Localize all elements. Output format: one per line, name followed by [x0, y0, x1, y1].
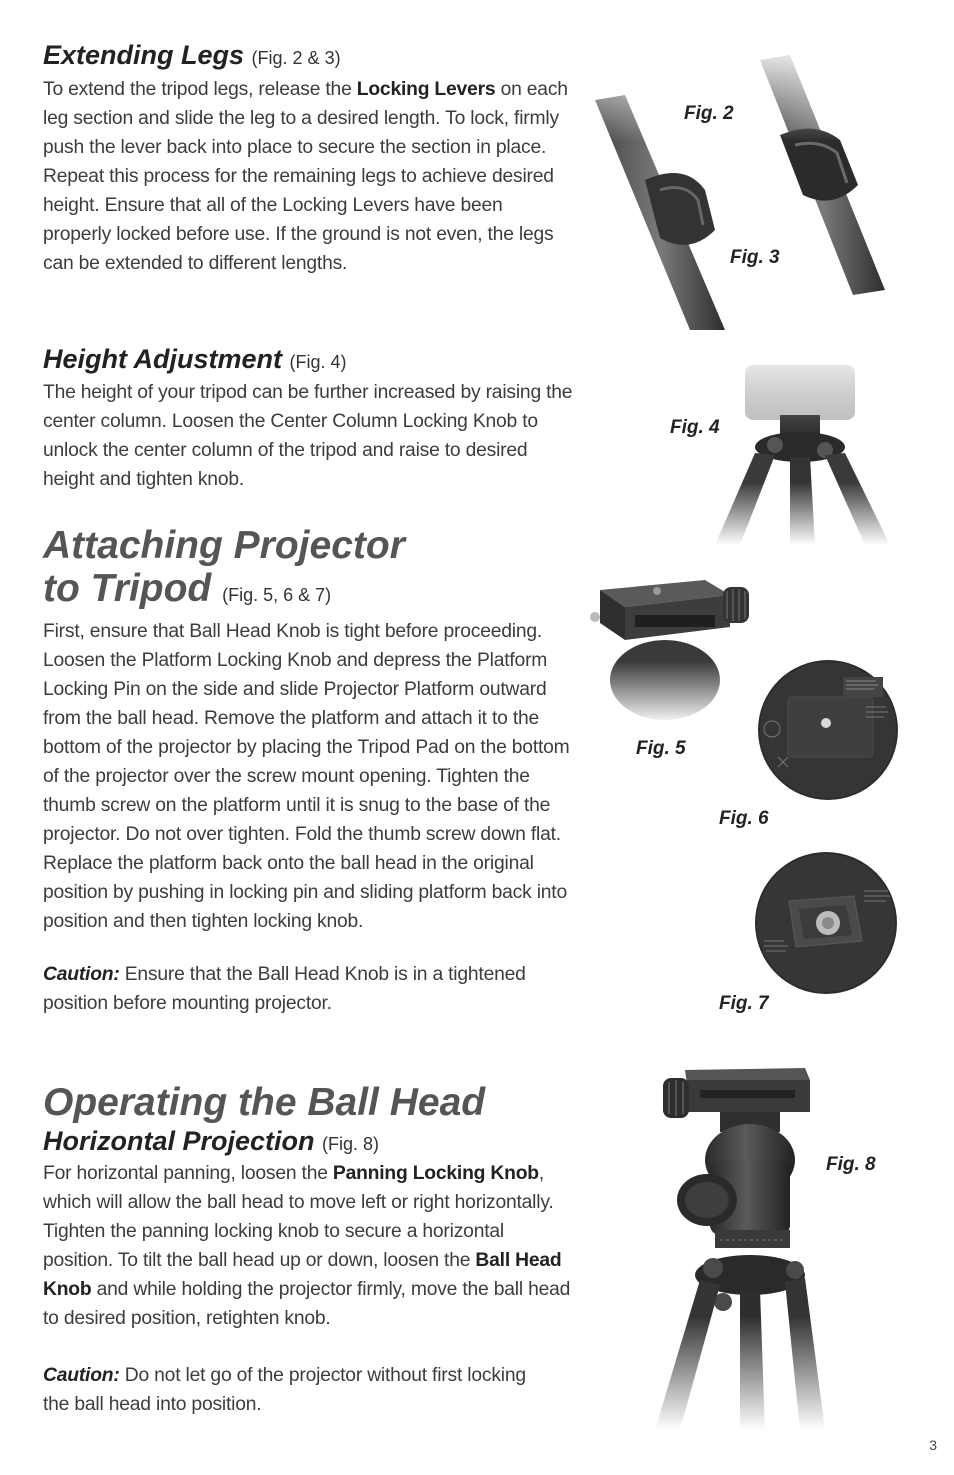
section-body — [43, 75, 573, 278]
title-line-1: Attaching Projector — [43, 524, 405, 567]
section-body — [43, 1159, 578, 1333]
fig-8-label: Fig. 8 — [826, 1154, 876, 1175]
caution-note — [43, 1361, 543, 1419]
section-subheading — [43, 1126, 578, 1159]
fig-2-3-leg-levers-photo — [585, 40, 915, 330]
fig-6-label: Fig. 6 — [719, 808, 769, 829]
fig-5-platform-photo — [585, 565, 765, 725]
section-body: The height of your tripod can be further increased by raising the center column. Loosen the Center Column Locking Knob to unlock the center column of the tripod and raise to desired height and tighten knob. — [43, 382, 573, 490]
body-bold-term: Ball Head Knob — [43, 1250, 562, 1300]
fig-7-platform-mounted-photo — [754, 851, 898, 995]
section-heading — [43, 40, 573, 73]
page-number: 3 — [929, 1437, 937, 1453]
title-line-2: to Tripod — [43, 567, 212, 610]
section-height-adjustment — [43, 344, 573, 494]
heading-text: Height Adjustment — [43, 344, 282, 374]
caution-label: Caution: — [43, 1365, 120, 1386]
section-title: Operating the Ball Head — [43, 1081, 486, 1124]
subheading-text: Horizontal Projection — [43, 1126, 315, 1156]
body-text: For horizontal panning, loosen the — [43, 1163, 333, 1184]
body-text: and while holding the projector firmly, move the ball head to desired position, retighten knob. — [43, 1279, 571, 1329]
fig-3-label: Fig. 3 — [730, 247, 780, 268]
section-operating-ball-head — [43, 1081, 578, 1419]
fig-5-label: Fig. 5 — [636, 738, 686, 759]
fig-2-label: Fig. 2 — [684, 103, 734, 124]
figure-reference: (Fig. 5, 6 & 7) — [222, 585, 332, 605]
figure-reference: (Fig. 4) — [289, 352, 347, 372]
body-text: To extend the tripod legs, release the — [43, 79, 357, 100]
fig-7-label: Fig. 7 — [719, 993, 769, 1014]
heading-text: Extending Legs — [43, 40, 245, 70]
caution-text: Ensure that the Ball Head Knob is in a tightened position before mounting projector. — [43, 964, 526, 1014]
figure-reference: (Fig. 2 & 3) — [251, 48, 341, 68]
figure-reference: (Fig. 8) — [322, 1134, 380, 1154]
section-heading — [43, 344, 573, 377]
body-bold-term: Locking Levers — [356, 79, 496, 100]
section-body: First, ensure that Ball Head Knob is tight before proceeding. Loosen the Platform Locking Knob and depress the Platform Locking Pin on the side and slide Projector Platform outward from the ball head. Remove the platform and attach it to the bottom of the projector by placing the Tripod Pad on the bottom of the projector over the screw mount opening. Tighten the thumb screw on the platform until it is snug to the base of the projector. Do not over tighten. Fold the thumb screw down flat. Replace the platform back onto the ball head in the original position by pushing in locking pin and sliding platform back into position and then tighten locking knob. — [43, 621, 570, 932]
body-text: on each leg section and slide the leg to a desired length. To lock, firmly push the lever back into place to secure the section in place. Repeat this process for the remaining legs to achieve desired height. Ensure that all of the Locking Levers have been properly locked before use. If the ground is not even, the legs can be extended to different lengths. — [43, 79, 568, 274]
section-attaching-projector — [43, 524, 578, 1018]
body-bold-term: Panning Locking Knob — [332, 1163, 539, 1184]
section-extending-legs — [43, 40, 573, 278]
caution-label: Caution: — [43, 964, 120, 985]
body-text: , which will allow the ball head to move left or right horizontally. Tighten the panning locking knob to secure a horizontal position. To tilt the ball head up or down, loosen the — [43, 1163, 554, 1271]
fig-8-ball-head-photo — [625, 1050, 835, 1430]
section-title — [43, 524, 578, 617]
fig-6-projector-bottom-photo — [758, 657, 898, 803]
caution-note — [43, 960, 543, 1018]
fig-4-center-column-photo — [700, 335, 900, 545]
caution-text: Do not let go of the projector without first locking the ball head into position. — [43, 1365, 526, 1415]
fig-4-label: Fig. 4 — [670, 417, 720, 438]
